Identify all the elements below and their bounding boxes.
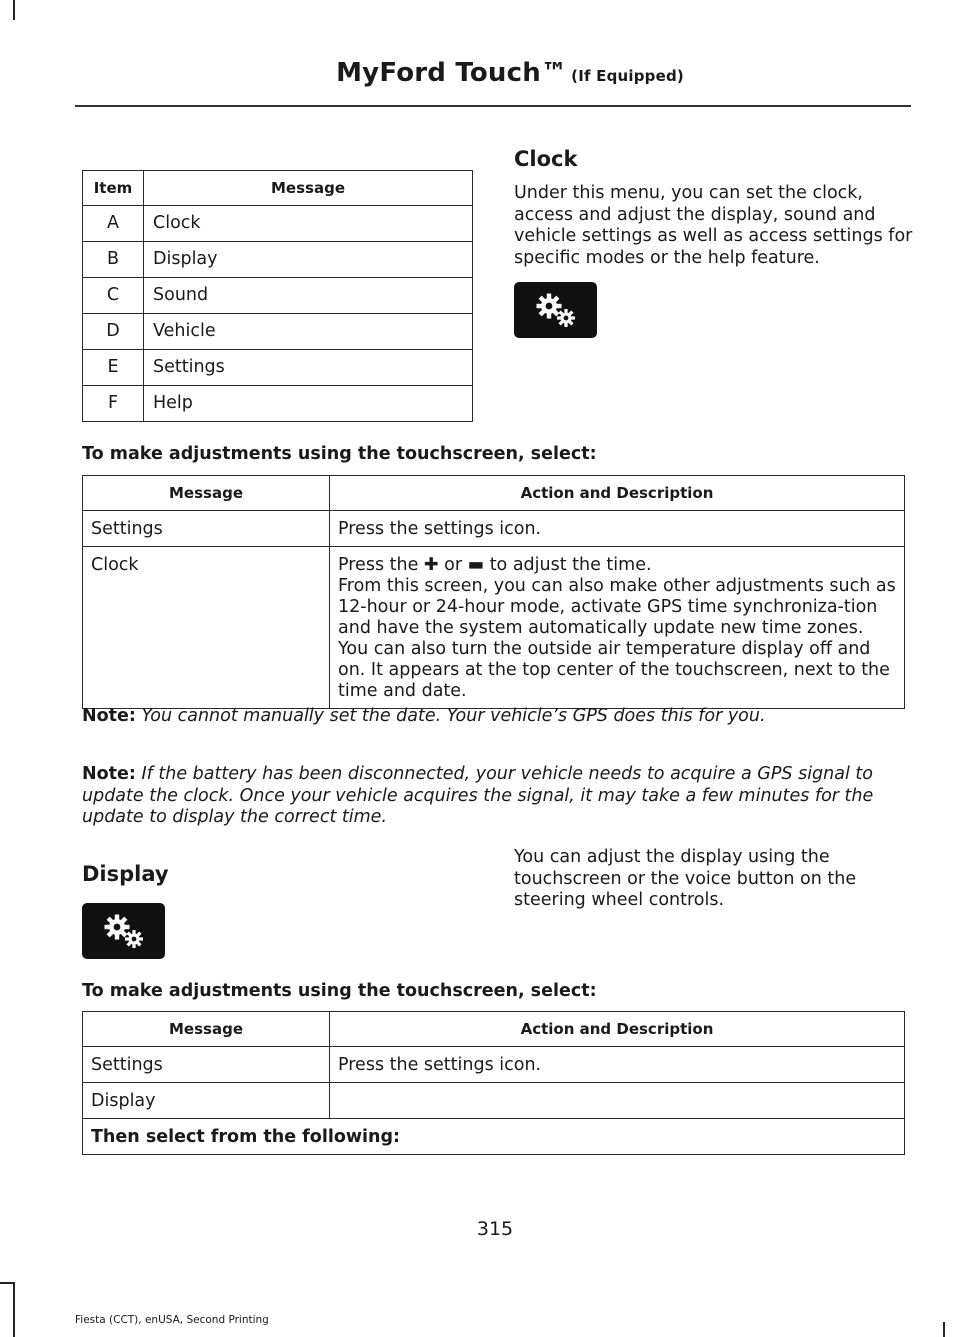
table-row — [83, 547, 905, 709]
note-label: Note: — [82, 706, 136, 726]
table-row — [83, 242, 473, 278]
display-description: You can adjust the display using the touchscreen or the voice button on the steering wheel controls. — [514, 847, 857, 910]
message-cell: Sound — [144, 278, 473, 314]
table-row — [83, 1083, 905, 1119]
crop-mark-bottom-left-v — [13, 1282, 15, 1337]
message-cell: Display — [144, 242, 473, 278]
message-cell: Help — [144, 386, 473, 422]
settings-gears-icon — [82, 903, 165, 959]
item-cell: E — [83, 350, 144, 386]
col-header-action: Action and Description — [330, 1012, 905, 1047]
action-text: Press the settings icon. — [338, 519, 542, 539]
table-row — [83, 1119, 905, 1155]
col-header-message: Message — [83, 1012, 330, 1047]
item-cell: A — [83, 206, 144, 242]
crop-mark-top-left — [13, 0, 15, 20]
action-text: You can also turn the outside air temperature display off and on. It appears at the top center of the touchscreen, next to the time and date. — [338, 639, 890, 701]
item-cell: F — [83, 386, 144, 422]
col-header-message: Message — [144, 171, 473, 206]
display-action-table — [82, 1011, 905, 1155]
table-row — [83, 511, 905, 547]
note-text: If the battery has been disconnected, your vehicle needs to acquire a GPS signal to update the clock. Once your vehicle acquires the signal, it may take a few minutes for the update to display the correct time. — [82, 764, 874, 827]
note-text: You cannot manually set the date. Your vehicle’s GPS does this for you. — [141, 706, 766, 726]
clock-heading: Clock — [514, 147, 578, 171]
footer-text: Fiesta (CCT), enUSA, Second Printing — [75, 1314, 269, 1326]
table-row — [83, 350, 473, 386]
action-cell — [330, 1083, 905, 1119]
note-label: Note: — [82, 764, 136, 784]
settings-gears-icon — [514, 282, 597, 338]
table-row — [83, 386, 473, 422]
crop-mark-bottom-right — [943, 1322, 945, 1337]
touchscreen-intro-2: To make adjustments using the touchscreen, select: — [82, 981, 597, 1001]
item-cell: C — [83, 278, 144, 314]
note-battery — [82, 764, 905, 829]
table-row — [83, 314, 473, 350]
clock-description: Under this menu, you can set the clock, access and adjust the display, sound and vehicle settings as well as access settings for specific modes or the help feature. — [514, 183, 913, 268]
display-heading: Display — [82, 862, 169, 886]
item-cell: D — [83, 314, 144, 350]
message-cell: Vehicle — [144, 314, 473, 350]
table-row — [83, 278, 473, 314]
running-header — [336, 58, 684, 88]
page-number: 315 — [476, 1218, 514, 1240]
header-rule — [75, 105, 911, 107]
message-cell: Display — [83, 1083, 330, 1119]
col-header-message: Message — [83, 476, 330, 511]
action-text: From this screen, you can also make other adjustments such as 12-hour or 24-hour mode, activate GPS time synchroniza-tion and have the system automatically update new time zones. — [338, 576, 896, 638]
table-row — [83, 206, 473, 242]
action-cell — [330, 511, 905, 547]
header-subtitle: (If Equipped) — [571, 67, 684, 85]
table-row — [83, 1047, 905, 1083]
message-cell: Clock — [144, 206, 473, 242]
action-cell: Press the settings icon. — [330, 1047, 905, 1083]
clock-action-table — [82, 475, 905, 709]
message-cell: Settings — [83, 1047, 330, 1083]
item-cell: B — [83, 242, 144, 278]
col-header-action: Action and Description — [330, 476, 905, 511]
action-cell — [330, 547, 905, 709]
col-header-item: Item — [83, 171, 144, 206]
action-text: Press the ✚ or ▬ to adjust the time. — [338, 555, 652, 575]
message-cell: Settings — [144, 350, 473, 386]
header-title: MyFord Touch™ — [336, 58, 568, 88]
note-date — [82, 706, 905, 728]
message-cell: Clock — [83, 547, 330, 709]
table-footer-row: Then select from the following: — [83, 1119, 905, 1155]
crop-mark-bottom-left-h — [0, 1282, 14, 1284]
touchscreen-intro-1: To make adjustments using the touchscreen, select: — [82, 444, 597, 464]
item-message-table — [82, 170, 473, 422]
message-cell: Settings — [83, 511, 330, 547]
